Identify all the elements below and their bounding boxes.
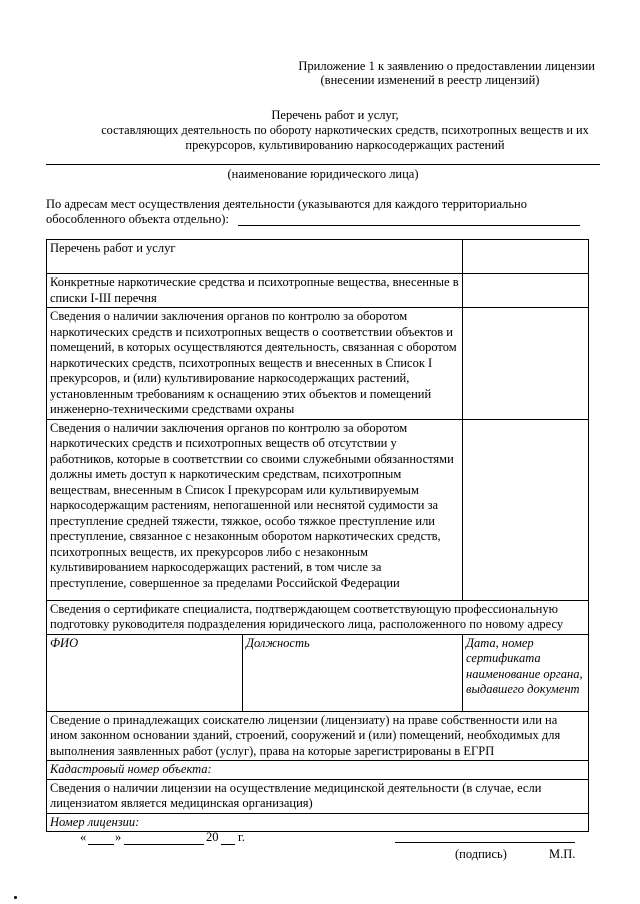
staff-conclusion-value[interactable] [463,419,589,600]
year-suffix: г. [238,830,245,844]
substances-label: Конкретные наркотические средства и психотропные вещества, внесенные в списки I-III перечня [47,274,463,308]
specialist-certificate-label: Сведения о сертификате специалиста, подтверждающем соответствующую профессиональную подготовку руководителя подразделения юридического лица, расположенного по новому адресу [47,600,589,634]
appendix-line-1: Приложение 1 к заявлению о предоставлении лицензии [298,59,595,73]
equipment-conclusion-value[interactable] [463,308,589,420]
title-line-1: Перечень работ и услуг, [271,108,399,122]
works-services-label: Перечень работ и услуг [47,240,463,274]
cadastral-number-field[interactable]: Кадастровый номер объекта: [47,761,589,780]
certificate-header[interactable]: Дата, номер сертификата наименование органа, выдавшего документ [463,634,589,711]
table-row [47,779,589,813]
quote-open: « [80,830,87,844]
month-field[interactable] [124,844,204,845]
title-line-3: прекурсоров, культивированию наркосодержащих растений [185,138,505,152]
org-caption: (наименование юридического лица) [227,167,419,181]
staff-conclusion-label: Сведения о наличии заключения органов по контролю за оборотом наркотических средств и психотропных веществ об отсутствии у работников, которые в соответствии со своими служебными обязанностями должны иметь доступ к наркотическим средствам, психотропным веществам, внесенным в Список I прекурсорам или культивируемым наркосодержащим растениям, непогашенной или неснятой судимости за преступление средней тяжести, тяжкое, особо тяжкое преступление или преступление, связанное с незаконным оборотом наркотических средств, психотропных веществ, их прекурсоров либо с незаконным культивированием наркосодержащих растений, в том числе за преступление, совершенное за пределами Российской Федерации [47,419,463,600]
title-line-2: составляющих деятельность по обороту наркотических средств, психотропных веществ и их [101,123,589,137]
table-row [47,634,589,711]
substances-value[interactable] [463,274,589,308]
address-input-line[interactable] [238,225,580,226]
works-services-value[interactable] [463,240,589,274]
premises-label: Сведение о принадлежащих соискателю лицензии (лицензиату) на праве собственности или на ином законном основании зданий, строений, сооружений и (или) помещений, необходимых для выполнения заявленных работ (услуг), права на которые зарегистрированы в ЕГРП [47,711,589,761]
table-row [47,600,589,634]
medical-license-label: Сведения о наличии лицензии на осуществление медицинской деятельности (в случае, если лицензиатом является медицинская организация) [47,779,589,813]
table-row [47,308,589,420]
table-row [47,274,589,308]
table-row [47,813,589,832]
year-prefix: 20 [206,830,219,844]
license-number-field[interactable]: Номер лицензии: [47,813,589,832]
org-name-line[interactable] [46,164,600,165]
equipment-conclusion-label: Сведения о наличии заключения органов по контролю за оборотом наркотических средств и психотропных веществ о соответствии объектов и помещений, в которых осуществляются деятельность, связанная с оборотом наркотических средств, психотропных веществ и внесенных в Список I прекурсоров, и (или) культивирование наркосодержащих растений, установленным требованиям к оснащению этих объектов и помещений инженерно-техническими средствами охраны [47,308,463,420]
stamp-caption: М.П. [549,847,576,861]
year-field[interactable] [221,844,235,845]
address-line-1: По адресам мест осуществления деятельности (указываются для каждого территориально [46,197,527,211]
table-row [47,419,589,600]
table-row [47,240,589,274]
signature-line[interactable] [395,842,575,843]
day-field[interactable] [88,844,114,845]
table-row [47,711,589,761]
position-header[interactable]: Должность [243,634,463,711]
scan-dot [14,896,17,899]
table-row [47,761,589,780]
quote-close: » [115,830,122,844]
fio-header[interactable]: ФИО [47,634,243,711]
services-table [46,239,589,832]
appendix-line-2: (внесении изменений в реестр лицензий) [320,73,540,87]
address-line-2: обособленного объекта отдельно): [46,212,229,226]
signature-caption: (подпись) [455,847,507,861]
